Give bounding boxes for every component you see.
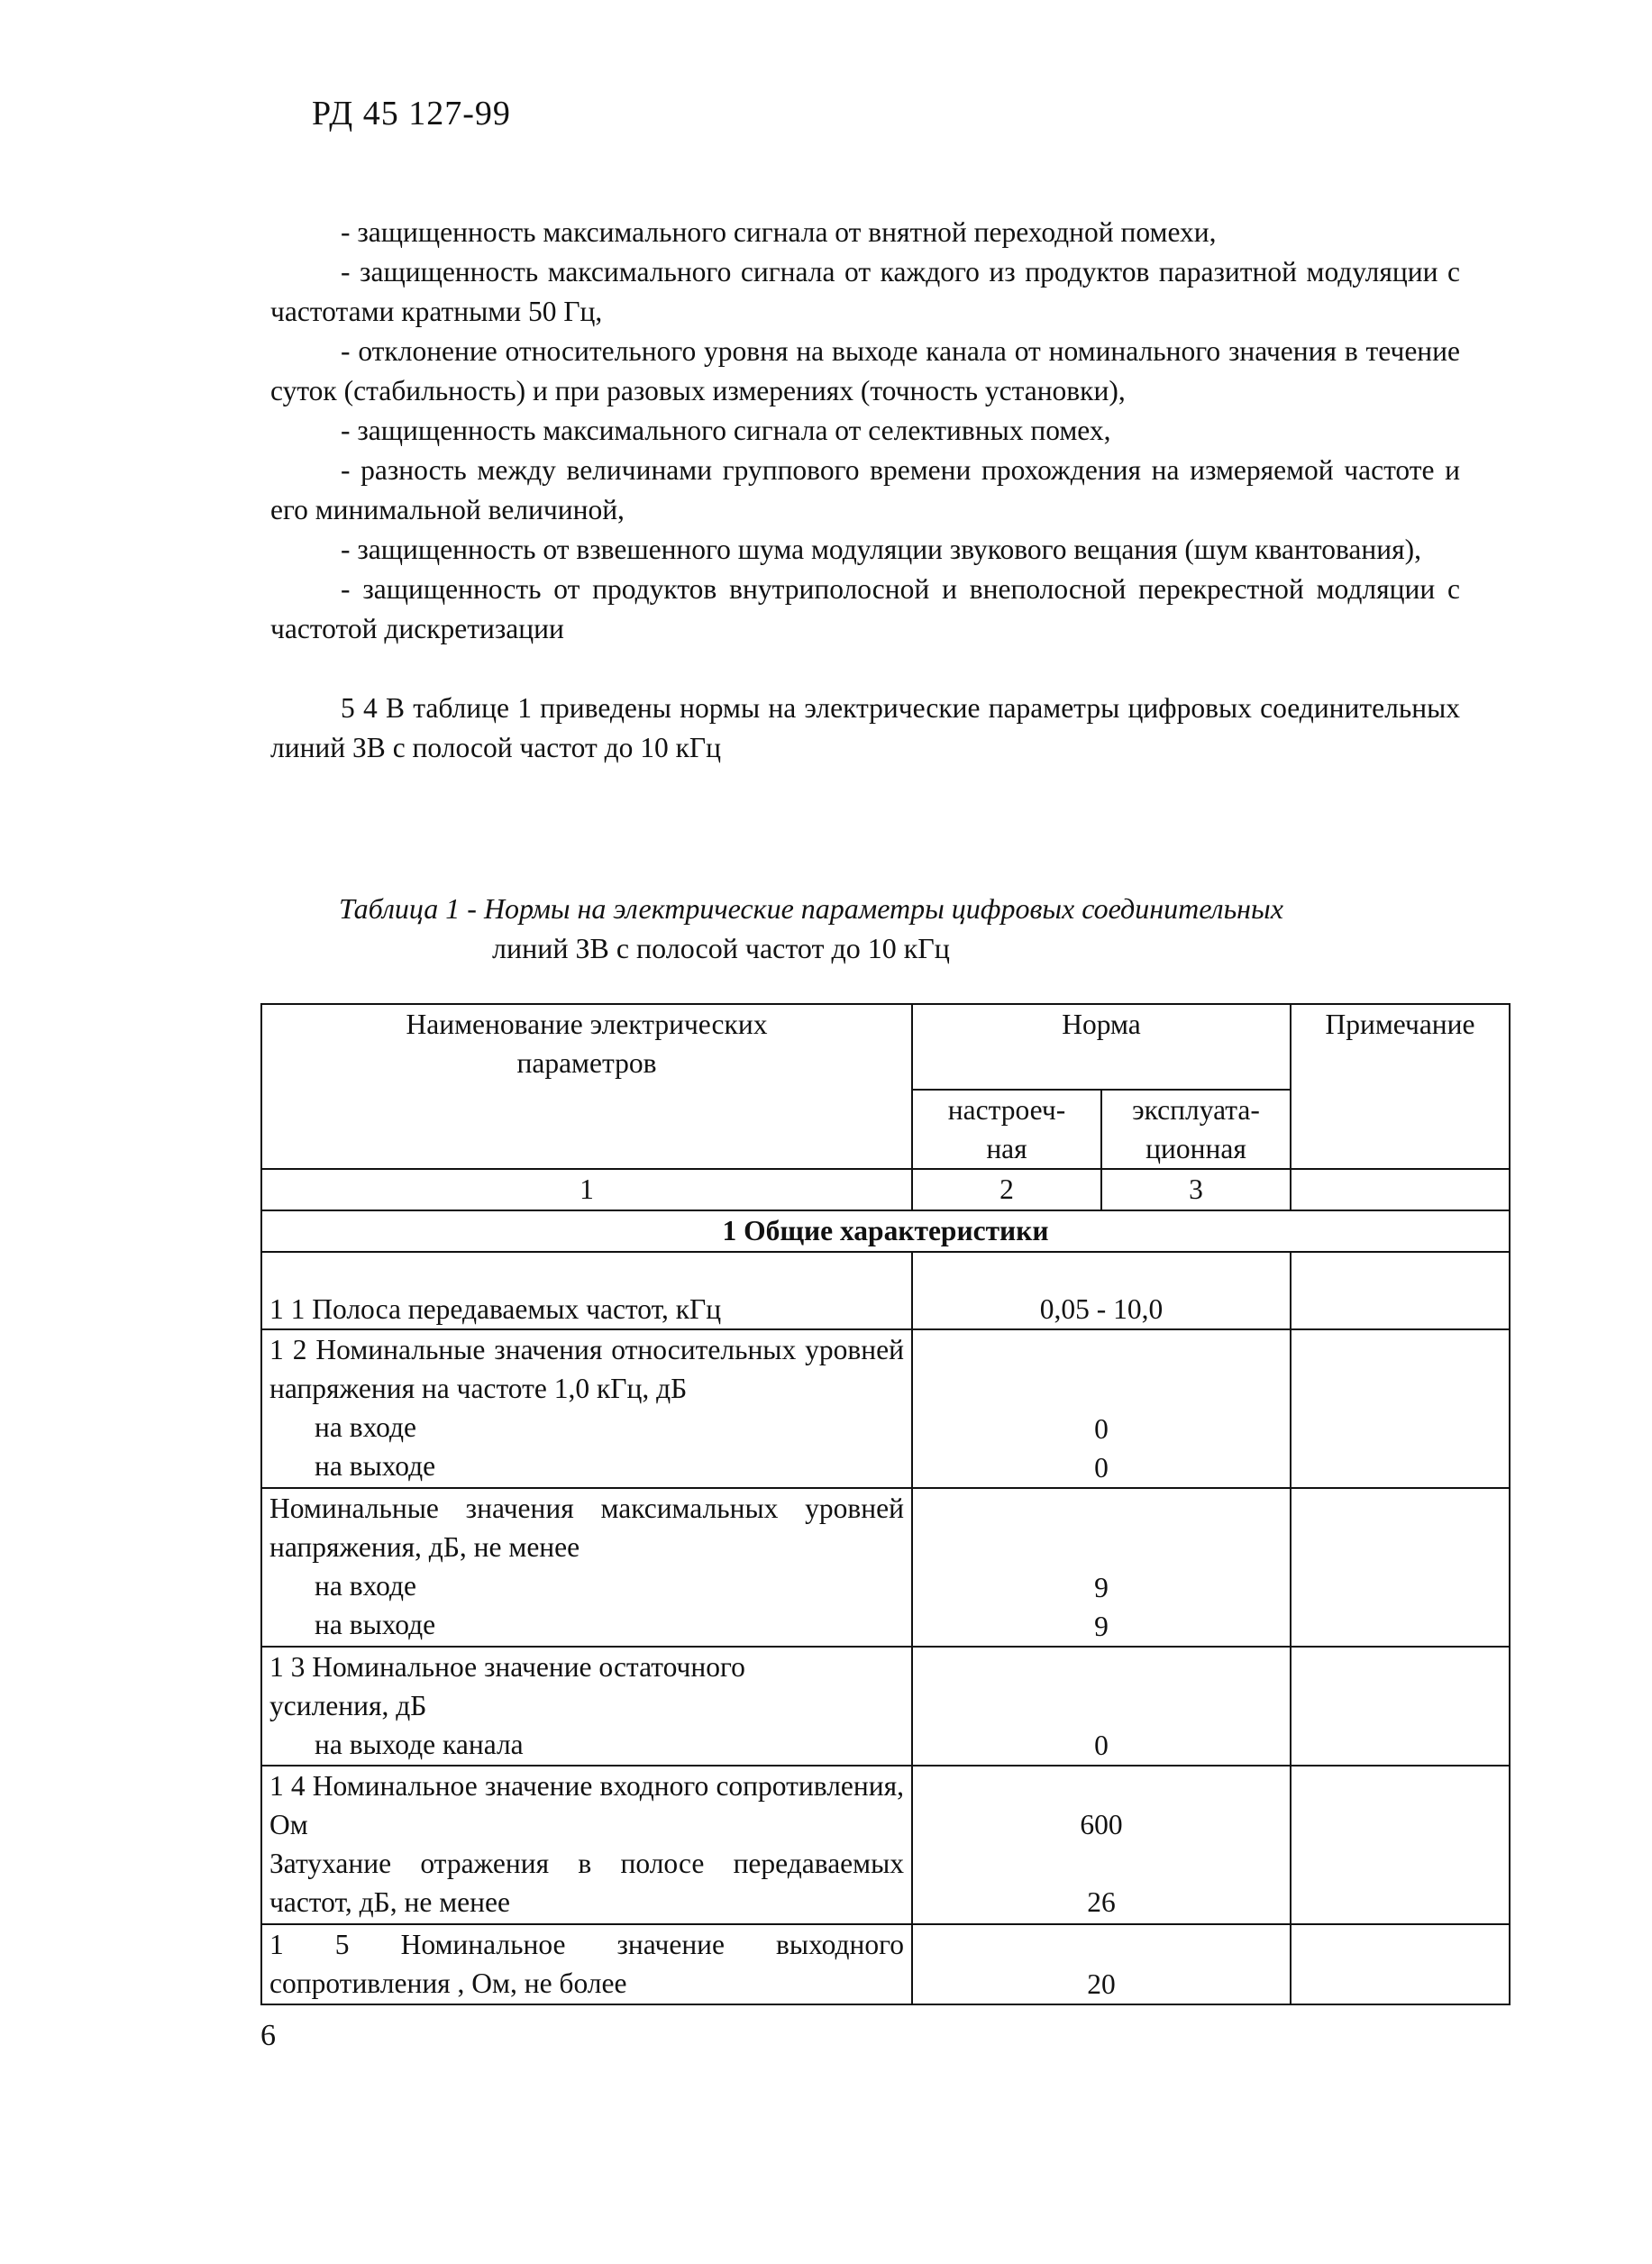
param-value: 600 xyxy=(1080,1809,1123,1840)
header-setup-cell xyxy=(912,1090,1101,1169)
table-row xyxy=(261,1488,1510,1647)
param-note xyxy=(1291,1647,1510,1766)
section-row xyxy=(261,1210,1510,1252)
table-row xyxy=(261,1252,1510,1329)
header-oper-line2: ционная xyxy=(1145,1133,1246,1164)
paragraph: - защищенность максимального сигнала от внятной переходной помехи, xyxy=(341,216,1217,248)
param-name: 1 1 Полоса передаваемых частот, кГц xyxy=(261,1252,912,1329)
col-number-4 xyxy=(1291,1169,1510,1210)
param-value: 9 xyxy=(1094,1611,1109,1642)
column-number-row xyxy=(261,1169,1510,1210)
param-note xyxy=(1291,1252,1510,1329)
table-row xyxy=(261,1647,1510,1766)
section-title: 1 Общие характеристики xyxy=(261,1210,1510,1252)
col-number-3: 3 xyxy=(1101,1169,1291,1210)
paragraph: - защищенность максимального сигнала от каждого из продуктов паразитной модуляции с частотами кратными 50 Гц, xyxy=(270,256,1460,327)
param-value: 9 xyxy=(1094,1572,1109,1603)
page-number: 6 xyxy=(260,2019,276,2052)
paragraph: - защищенность от взвешенного шума модуляции звукового вещания (шум квантования), xyxy=(341,534,1421,565)
param-name: Номинальные значения максимальных уровней напряжения, дБ, не менее xyxy=(269,1493,904,1563)
table-caption xyxy=(339,889,1283,968)
paragraph: - защищенность от продуктов внутриполосной и внеполосной перекрестной модляции с частотой дискретизации xyxy=(270,573,1460,644)
param-value: 0 xyxy=(1094,1452,1109,1483)
param-name: 1 3 Номинальное значение остаточного усиления, дБ xyxy=(269,1651,745,1721)
header-name-line1: Наименование электрических xyxy=(406,1009,768,1040)
header-name-line2: параметров xyxy=(516,1047,657,1079)
col-number-2: 2 xyxy=(912,1169,1101,1210)
table-caption-line1: Таблица 1 - Нормы на электрические параметры цифровых соединительных xyxy=(339,892,1283,925)
table-row xyxy=(261,1766,1510,1924)
param-value-cell xyxy=(912,1766,1291,1924)
param-note xyxy=(1291,1329,1510,1488)
param-sub-label: на выходе xyxy=(315,1609,436,1640)
param-value: 0 xyxy=(912,1647,1291,1766)
header-name-cell xyxy=(261,1004,912,1169)
paragraph: - разность между величинами группового времени прохождения на измеряемой частоте и его минимальной величиной, xyxy=(270,454,1460,525)
param-value: 0 xyxy=(1094,1413,1109,1445)
param-value-cell xyxy=(912,1329,1291,1488)
header-setup-line2: ная xyxy=(986,1133,1027,1164)
paragraph-table-intro: 5 4 В таблице 1 приведены нормы на электрические параметры цифровых соединительных линий ЗВ с полосой частот до 10 кГц xyxy=(270,692,1460,763)
param-sub-label: на выходе канала xyxy=(315,1729,524,1760)
param-note xyxy=(1291,1766,1510,1924)
header-note-cell: Примечание xyxy=(1291,1004,1510,1169)
table-caption-line2: линий ЗВ с полосой частот до 10 кГц xyxy=(492,932,950,964)
header-norm-cell: Норма xyxy=(912,1004,1291,1090)
param-note xyxy=(1291,1924,1510,2004)
header-oper-cell xyxy=(1101,1090,1291,1169)
body-text xyxy=(270,213,1460,768)
param-sub-label: на входе xyxy=(315,1411,416,1443)
table-row xyxy=(261,1329,1510,1488)
param-name-cell xyxy=(261,1329,912,1488)
table-row xyxy=(261,1924,1510,2004)
param-name-cell xyxy=(261,1766,912,1924)
param-name: 1 2 Номинальные значения относительных уровней напряжения на частоте 1,0 кГц, дБ xyxy=(269,1334,904,1404)
paragraph: - защищенность максимального сигнала от селективных помех, xyxy=(341,415,1111,446)
paragraph: - отклонение относительного уровня на выходе канала от номинального значения в течение суток (стабильность) и при разовых измерениях (точность установки), xyxy=(270,335,1460,406)
param-name: Затухание отражения в полосе передаваемых частот, дБ, не менее xyxy=(269,1848,904,1918)
param-value: 0,05 - 10,0 xyxy=(912,1252,1291,1329)
param-value-cell xyxy=(912,1488,1291,1647)
param-name-cell xyxy=(261,1488,912,1647)
param-value: 20 xyxy=(912,1924,1291,2004)
param-value: 26 xyxy=(1087,1886,1116,1918)
norms-table xyxy=(260,1003,1511,2005)
table-header-row xyxy=(261,1004,1510,1090)
param-sub-label: на входе xyxy=(315,1570,416,1602)
param-name-cell xyxy=(261,1647,912,1766)
param-note xyxy=(1291,1488,1510,1647)
header-oper-line1: эксплуата- xyxy=(1132,1094,1260,1126)
document-code: РД 45 127-99 xyxy=(312,95,511,132)
param-sub-label: на выходе xyxy=(315,1450,436,1482)
param-name: 1 4 Номинальное значение входного сопротивления, Ом xyxy=(269,1770,904,1840)
col-number-1: 1 xyxy=(261,1169,912,1210)
param-name: 1 5 Номинальное значение выходного сопротивления , Ом, не более xyxy=(261,1924,912,2004)
header-setup-line1: настроеч- xyxy=(947,1094,1066,1126)
